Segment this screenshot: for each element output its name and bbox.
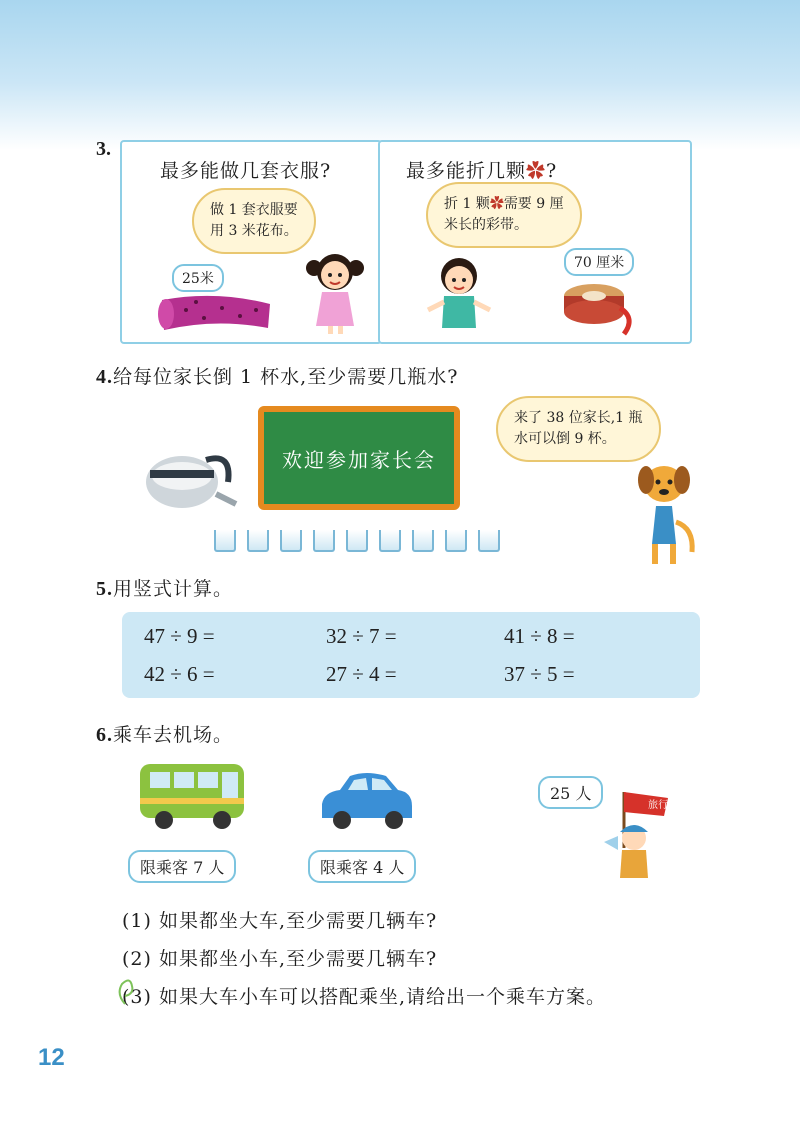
boy-bubble-line-1b: 需要 9 厘 bbox=[503, 196, 564, 212]
cup-icon bbox=[346, 530, 368, 552]
expression-4: 42 ÷ 6 = bbox=[144, 662, 215, 686]
ribbon-length-tag: 70 厘米 bbox=[564, 248, 634, 276]
cup-icon bbox=[379, 530, 401, 552]
left-card-title: 最多能做几套衣服? bbox=[160, 160, 332, 182]
dog-bubble-line-1: 来了 38 位家长,1 瓶 bbox=[514, 410, 643, 426]
problem-5-number: 5. bbox=[96, 578, 113, 600]
right-card-title bbox=[406, 156, 557, 183]
dog-bubble-line-2: 水可以倒 9 杯。 bbox=[514, 431, 616, 447]
thinking-mark-icon bbox=[112, 974, 138, 1010]
chalkboard bbox=[258, 406, 460, 510]
water-kettle-icon bbox=[140, 442, 240, 522]
sub-question-3: (3) 如果大车小车可以搭配乘坐,请给出一个乘车方案。 bbox=[122, 986, 606, 1008]
boy-speech-bubble bbox=[426, 182, 582, 248]
bus-icon bbox=[136, 758, 248, 832]
problem-4-text: 给每位家长倒 1 杯水,至少需要几瓶水? bbox=[113, 366, 459, 388]
problem-4-number: 4. bbox=[96, 366, 113, 388]
expression-3: 41 ÷ 8 = bbox=[504, 624, 575, 648]
fabric-roll-icon bbox=[156, 290, 276, 332]
problem-5-line bbox=[96, 574, 233, 601]
ribbon-reel-icon bbox=[558, 274, 638, 338]
star-small-icon: ✿ bbox=[489, 196, 504, 212]
problem-6-line bbox=[96, 720, 233, 747]
problem-3-right-card bbox=[378, 140, 692, 344]
right-card-title-end: ? bbox=[546, 160, 558, 182]
sub-question-1: (1) 如果都坐大车,至少需要几辆车? bbox=[122, 910, 438, 932]
boy-bubble-line-2: 米长的彩带。 bbox=[444, 217, 528, 233]
expression-6: 37 ÷ 5 = bbox=[504, 662, 575, 686]
bus-capacity-label: 限乘客 7 人 bbox=[128, 850, 236, 883]
girl-character-icon bbox=[302, 248, 368, 336]
girl-bubble-line-2: 用 3 米花布。 bbox=[210, 223, 298, 239]
problem-6-number: 6. bbox=[96, 724, 113, 746]
dog-character-icon bbox=[632, 462, 702, 572]
right-card-title-text: 最多能折几颗 bbox=[406, 160, 527, 182]
problem-4-line bbox=[96, 362, 458, 389]
water-cups-row bbox=[214, 530, 500, 552]
cup-icon bbox=[280, 530, 302, 552]
boy-character-icon bbox=[424, 252, 494, 332]
cup-icon bbox=[247, 530, 269, 552]
problem-5-text: 用竖式计算。 bbox=[113, 578, 234, 600]
cup-icon bbox=[478, 530, 500, 552]
boy-bubble-line-1a: 折 1 颗 bbox=[444, 196, 490, 212]
car-icon bbox=[316, 768, 416, 832]
problem-6-text: 乘车去机场。 bbox=[113, 724, 234, 746]
boy-bubble-line-1 bbox=[444, 194, 564, 215]
sub-question-2: (2) 如果都坐小车,至少需要几辆车? bbox=[122, 948, 438, 970]
girl-speech-bubble bbox=[192, 188, 316, 254]
problem-3-left-card bbox=[120, 140, 382, 344]
expression-5: 27 ÷ 4 = bbox=[326, 662, 397, 686]
header-band bbox=[0, 0, 800, 150]
cup-icon bbox=[412, 530, 434, 552]
problem-3-number: 3. bbox=[96, 138, 111, 160]
cup-icon bbox=[313, 530, 335, 552]
girl-bubble-line-1: 做 1 套衣服要 bbox=[210, 202, 298, 218]
expression-1: 47 ÷ 9 = bbox=[144, 624, 215, 648]
calculation-box bbox=[122, 612, 700, 698]
star-icon: ✿ bbox=[526, 160, 547, 182]
expression-2: 32 ÷ 7 = bbox=[326, 624, 397, 648]
flag-text: 旅行社 bbox=[648, 800, 678, 811]
chalkboard-text: 欢迎参加家长会 bbox=[282, 447, 436, 472]
cup-icon bbox=[445, 530, 467, 552]
people-count-tag: 25 人 bbox=[538, 776, 603, 809]
car-capacity-label: 限乘客 4 人 bbox=[308, 850, 416, 883]
page-number: 12 bbox=[38, 1044, 65, 1071]
cup-icon bbox=[214, 530, 236, 552]
fabric-length-tag: 25米 bbox=[172, 264, 224, 292]
dog-speech-bubble bbox=[496, 396, 661, 462]
